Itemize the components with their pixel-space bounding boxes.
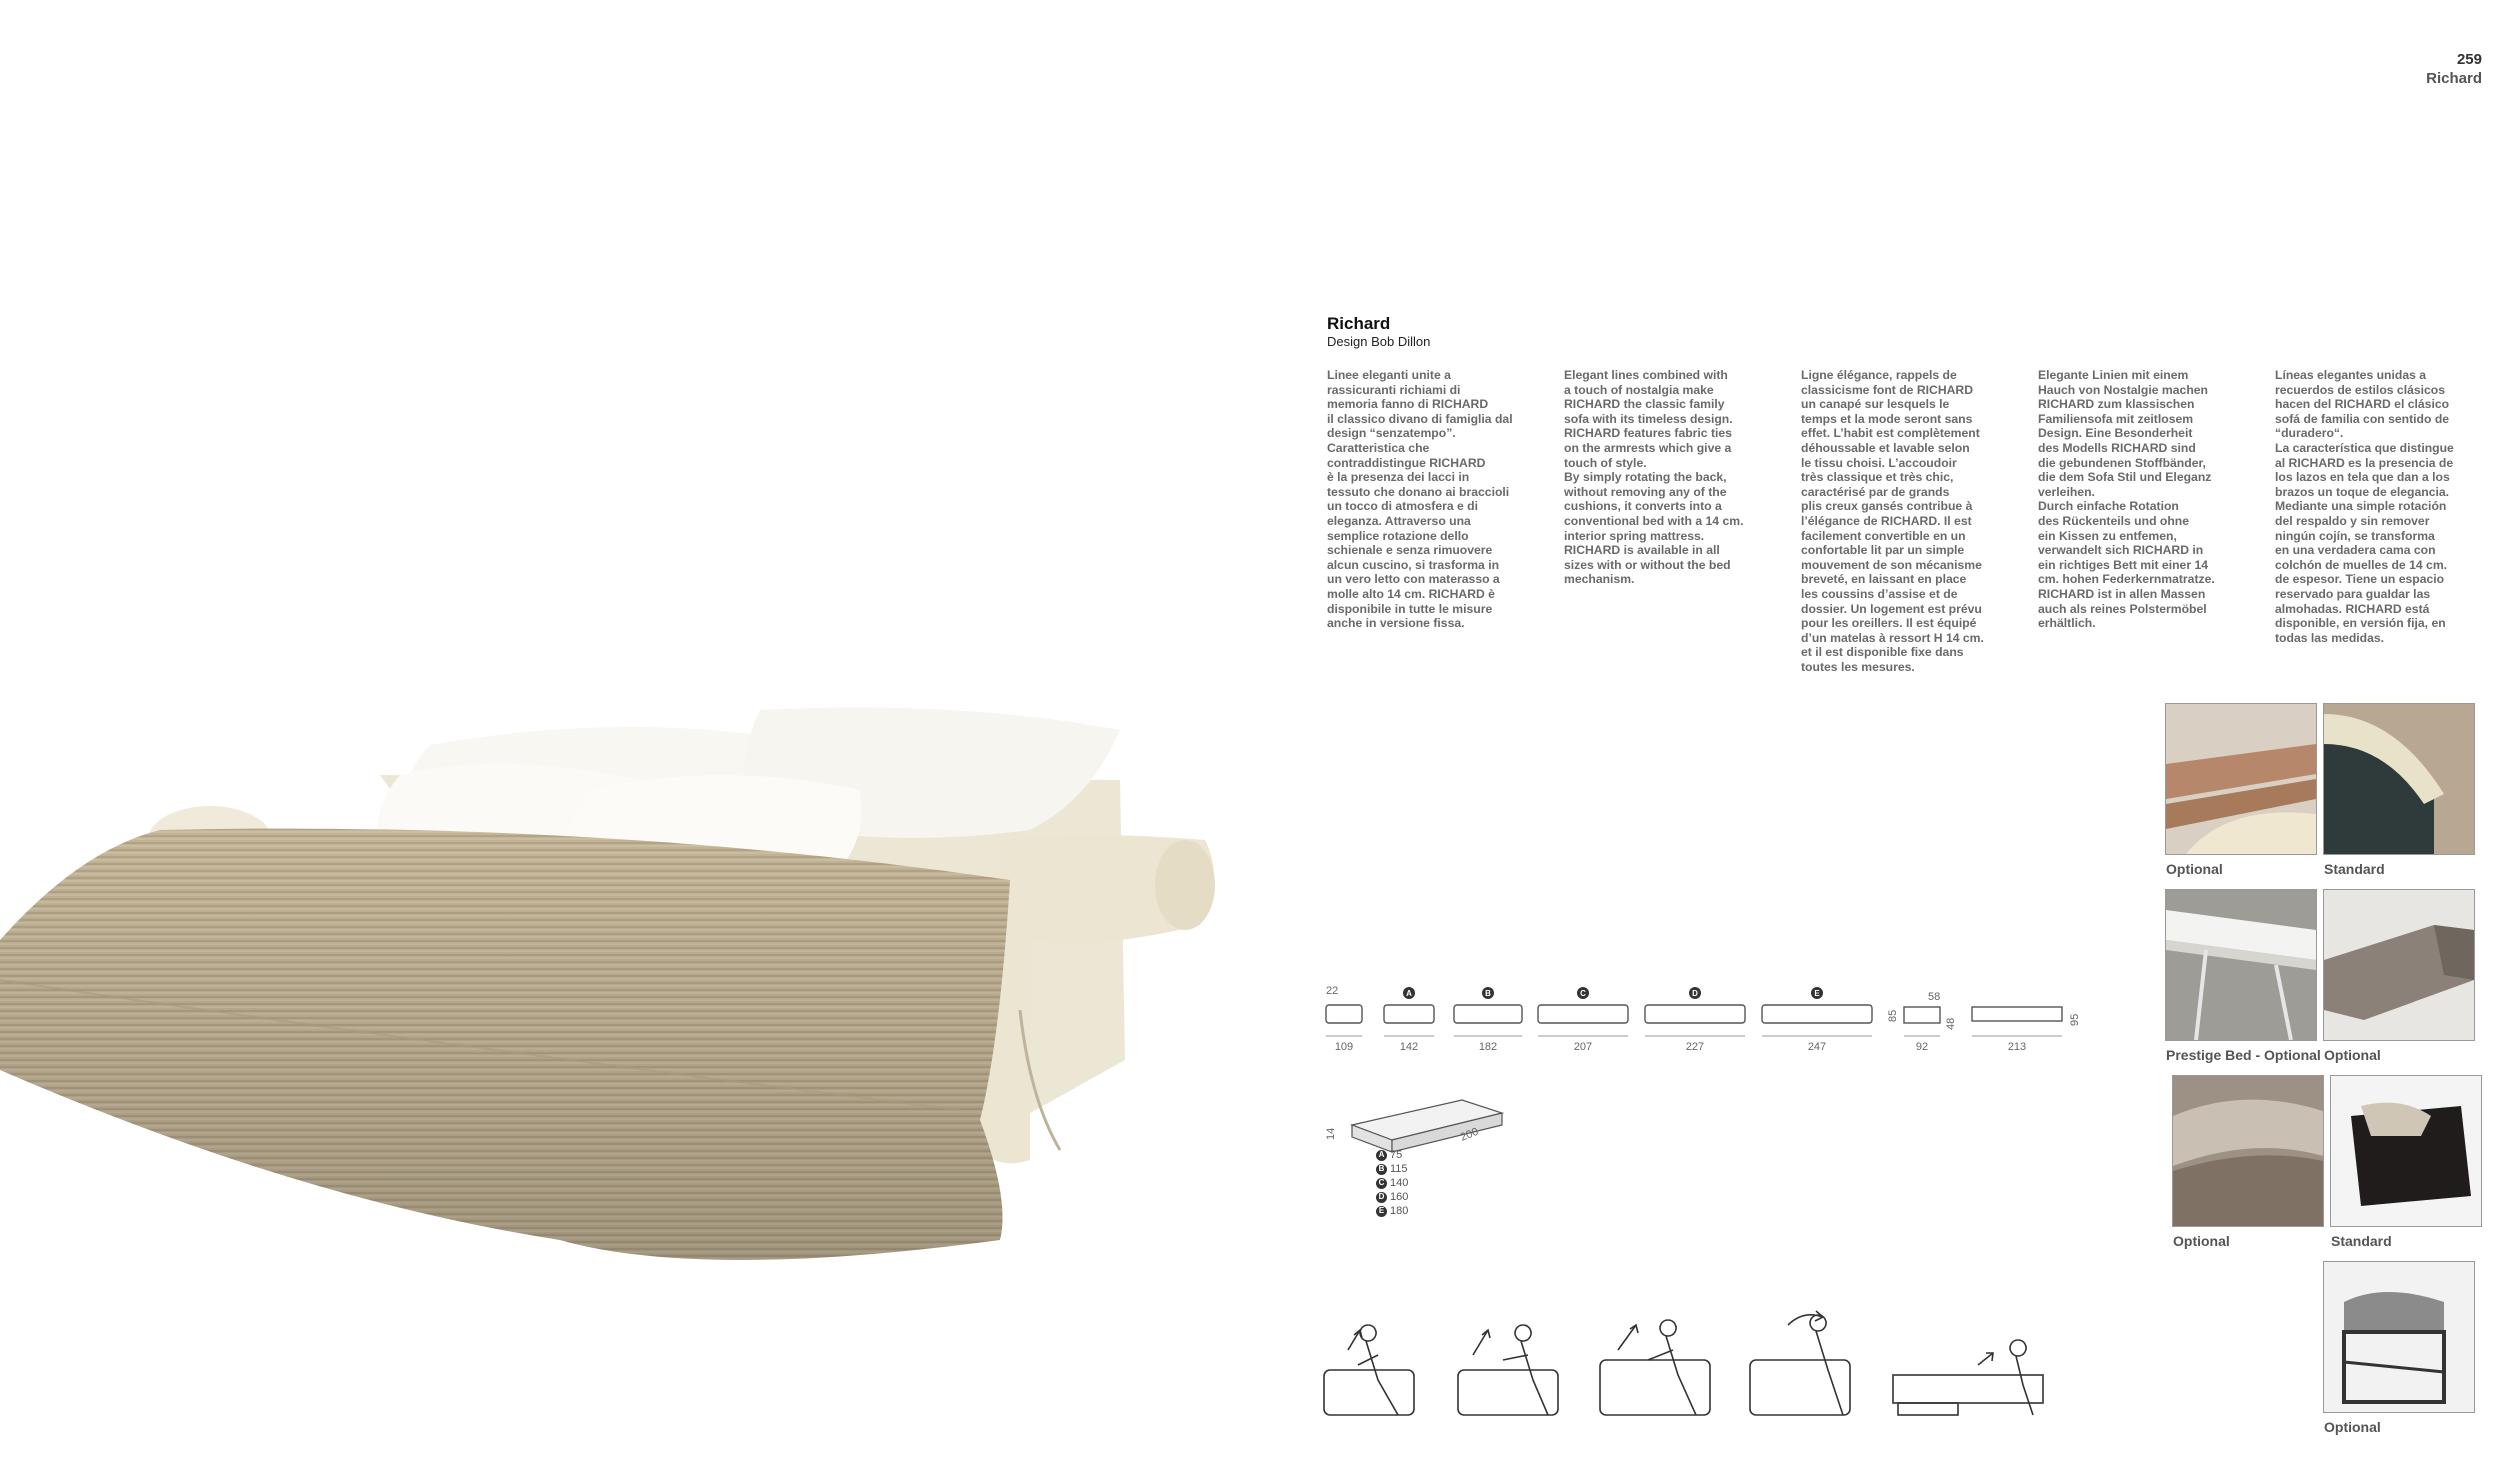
- page-number-block: [2426, 50, 2482, 88]
- description-german: Elegante Linien mit einem Hauch von Nostalgie machen RICHARD zum klassischen Familiensofa mit zeitlosem Design. Eine Besonderheit des Modells RICHARD sind die gebundenen Stoffbänder, die dem Sofa Stil und Eleganz verleihen. Durch einfache Rotation des Rückenteils und ohne ein Kissen zu entfemen, verwandelt sich RICHARD in ein richtiges Bett mit einer 14 cm. hohen Federkernmatratze. RICHARD ist in allen Massen auch als reines Polstermöbel erhältlich.: [2038, 368, 2215, 631]
- size-letter: A: [1376, 1150, 1387, 1161]
- description-english: Elegant lines combined with a touch of nostalgia make RICHARD the classic family sofa with its timeless design. RICHARD features fabric ties on the armrests which give a touch of style. By simply rotating the back, without removing any of the cushions, it converts into a conventional bed with a 14 cm. interior spring mattress. RICHARD is available in all sizes with or without the bed mechanism.: [1564, 368, 1744, 587]
- option-caption: Optional: [2324, 1419, 2381, 1435]
- mattress-size-row: [1376, 1162, 1408, 1176]
- size-value: 75: [1390, 1149, 1403, 1161]
- description-spanish: Líneas elegantes unidas a recuerdos de estilos clásicos hacen del RICHARD el clásico sofá de familia con sentido de “duradero“. La característica que distingue al RICHARD es la presencia de los lazos en tela que dan a los brazos un toque de elegancia. Mediante una simple rotación del respaldo y sin remover ningún cojín, se transforma en una verdadera cama con colchón de muelles de 14 cm. de espesor. Tiene un espacio reservado para guaIdar las almohadas. RICHARD está disponible, en versión fija, en todas las medidas.: [2275, 368, 2454, 645]
- option-caption: Standard: [2324, 861, 2385, 877]
- opening-sequence-illustration: [1318, 1305, 2078, 1445]
- mattress-length-label: 200: [1458, 1125, 1481, 1144]
- size-value: 180: [1390, 1205, 1409, 1217]
- size-value: 160: [1390, 1191, 1409, 1203]
- option-caption: Prestige Bed - Optional: [2166, 1047, 2321, 1063]
- mattress-size-list: [1376, 1148, 1408, 1218]
- running-header: Richard: [2426, 70, 2482, 87]
- width-label: 207: [1573, 1041, 1593, 1053]
- mattress-size-row: [1376, 1148, 1408, 1162]
- option-caption: Optional: [2166, 861, 2223, 877]
- model-letter: C: [1580, 989, 1586, 998]
- side-depth-label: 58: [1928, 991, 1941, 1003]
- bed-height-label: 95: [2069, 1013, 2081, 1026]
- height-label: 22: [1326, 985, 1339, 997]
- model-letter: E: [1814, 989, 1820, 998]
- description-italian: Linee eleganti unite a rassicuranti richiami di memoria fanno di RICHARD il classico divano di famiglia dal design “senzatempo”. Caratteristica che contraddistingue RICHARD è la presenza dei lacci in tessuto che donano ai braccioli un tocco di atmosfera e di eleganza. Attraverso una semplice rotazione dello schienale e senza rimuovere alcun cuscino, si trasforma in un vero letto con materasso a molle alto 14 cm. RICHARD è disponibile in tutte le misure anche in versione fissa.: [1327, 368, 1513, 631]
- option-caption: Optional: [2324, 1047, 2381, 1063]
- step-5-illustration: [1893, 1340, 2043, 1415]
- model-letters: [1403, 987, 1823, 999]
- size-letter: B: [1376, 1164, 1387, 1175]
- step-3-illustration: [1600, 1320, 1710, 1415]
- folding-mechanism-photo: [2323, 1261, 2475, 1413]
- step-1-illustration: [1324, 1325, 1414, 1415]
- side-height-label: 85: [1887, 1009, 1899, 1022]
- size-value: 140: [1390, 1177, 1409, 1189]
- mattress-size-row: [1376, 1190, 1408, 1204]
- page-number: 259: [2456, 51, 2482, 68]
- width-label: 142: [1399, 1041, 1419, 1053]
- mattress-drawing: [1322, 1095, 1522, 1225]
- dimension-drawings: [1322, 980, 2092, 1060]
- size-letter: C: [1376, 1178, 1387, 1189]
- size-letter: E: [1376, 1206, 1387, 1217]
- width-label: 109: [1334, 1041, 1354, 1053]
- cushion-photo: [2323, 889, 2475, 1041]
- mattress-thickness-label: 14: [1325, 1127, 1337, 1140]
- product-title: Richard: [1327, 314, 1391, 333]
- dark-mechanism-photo: [2330, 1075, 2482, 1227]
- description-french: Ligne élégance, rappels de classicisme font de RICHARD un canapé sur lesquels le temps et la mode seront sans effet. L’habit est complètement déhoussable et lavable selon le tissu choisi. L’accoudoir très classique et très chic, caractérisé par de grands plis creux gansés contribue à l’élégance de RICHARD. Il est facilement convertible en un confortable lit par un simple mouvement de son mécanisme breveté, en laissant en place les coussins d’assise et de dossier. Un logement est prévu pour les oreillers. Il est équipé d’un matelas à ressort H 14 cm. et il est disponible fixe dans toutes les mesures.: [1801, 368, 1984, 674]
- slatted-base-photo: [2165, 703, 2317, 855]
- width-label: 227: [1685, 1041, 1705, 1053]
- option-caption: Standard: [2331, 1233, 2392, 1249]
- model-letter: B: [1485, 989, 1491, 998]
- mattress-size-row: [1376, 1204, 1408, 1218]
- step-4-illustration: [1750, 1311, 1850, 1415]
- mesh-base-photo: [2323, 703, 2475, 855]
- side-width-label: 92: [1915, 1041, 1929, 1053]
- model-letter: A: [1406, 989, 1412, 998]
- sofa-bed-photo: [0, 680, 1220, 1280]
- width-label: 182: [1478, 1041, 1498, 1053]
- prestige-bed-photo: [2165, 889, 2317, 1041]
- mattress-size-row: [1376, 1176, 1408, 1190]
- step-2-illustration: [1458, 1325, 1558, 1415]
- option-caption: Optional: [2173, 1233, 2230, 1249]
- size-letter: D: [1376, 1192, 1387, 1203]
- designer-credit: Design Bob Dillon: [1327, 334, 1431, 349]
- side-seat-label: 48: [1945, 1017, 1957, 1030]
- size-value: 115: [1390, 1163, 1408, 1175]
- width-label: 247: [1807, 1041, 1827, 1053]
- model-letter: D: [1692, 989, 1698, 998]
- bed-length-label: 213: [2007, 1041, 2027, 1053]
- mattress-fold-photo: [2172, 1075, 2324, 1227]
